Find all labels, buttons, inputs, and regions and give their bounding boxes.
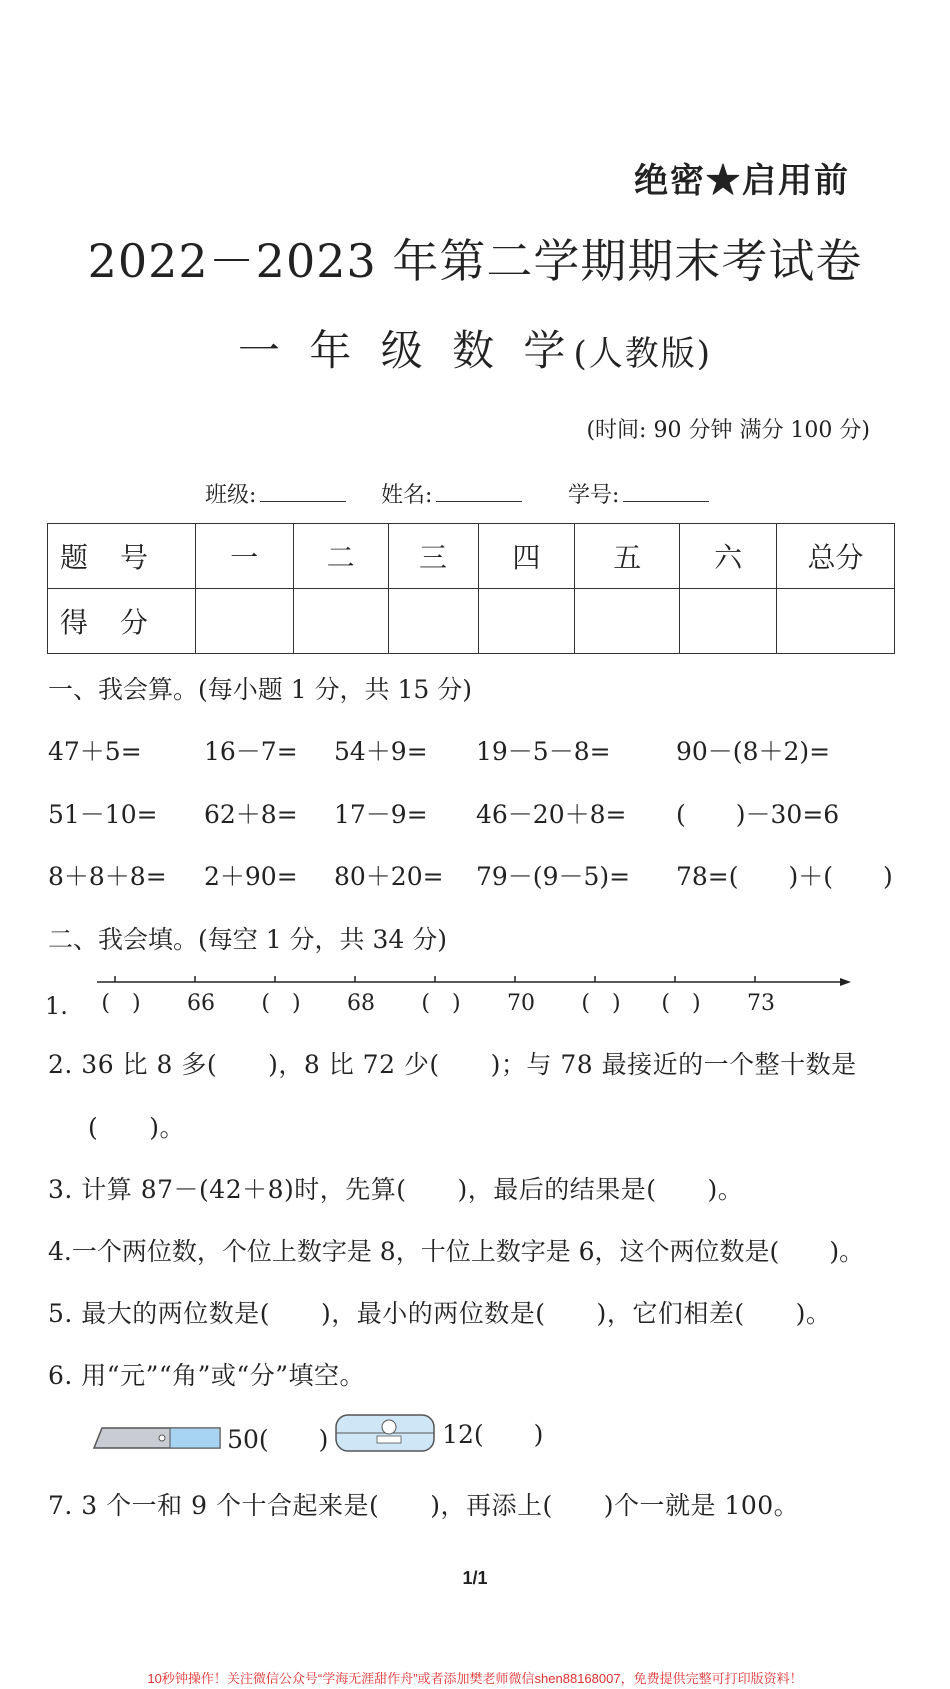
calc-item: 8＋8＋8= — [48, 862, 167, 891]
ticks — [115, 976, 755, 982]
number-line-label: 66 — [187, 991, 215, 1016]
calc-item: 16－7= — [204, 737, 298, 766]
exam-title: 2022－2023 年第二学期期末考试卷 — [87, 234, 863, 288]
calc-item: ( )－30=6 — [676, 800, 840, 829]
question-4: 4.一个两位数，个位上数字是 8，十位上数字是 6，这个两位数是( )。 — [48, 1237, 865, 1266]
q6-item2-text: 12( ) — [442, 1420, 544, 1449]
class-label: 班级: — [205, 483, 257, 508]
question-7: 7. 3 个一和 9 个十合起来是( )，再添上( )个一就是 100。 — [48, 1491, 800, 1520]
score-cell[interactable] — [195, 589, 293, 654]
number-line — [45, 970, 865, 1040]
calc-item: 2＋90= — [204, 862, 298, 891]
edition-label: (人教版) — [573, 334, 712, 374]
question-6: 6. 用“元”“角”或“分”填空。 — [48, 1361, 365, 1390]
row-header-number: 题 号 — [48, 524, 196, 589]
number-line-label: ( ) — [581, 991, 621, 1016]
column-header: 一 — [195, 524, 293, 589]
q6-item-ruler — [92, 1420, 328, 1456]
score-cell[interactable] — [777, 589, 895, 654]
score-cell[interactable] — [478, 589, 575, 654]
name-blank[interactable] — [436, 483, 522, 502]
q6-item1-text: 50( ) — [227, 1425, 329, 1454]
question-2-line1: 2. 36 比 8 多( )，8 比 72 少( )；与 78 最接近的一个整十数是 — [48, 1050, 857, 1079]
calc-item: 80＋20= — [334, 862, 444, 891]
class-field — [205, 478, 346, 509]
number-line-question — [45, 970, 865, 1044]
confidential-label: 绝密★启用前 — [634, 161, 850, 201]
grade-subject: 一 年 级 数 学 — [238, 326, 574, 375]
column-header: 六 — [680, 524, 777, 589]
calc-item: 79－(9－5)= — [476, 862, 631, 891]
score-cell[interactable] — [680, 589, 777, 654]
column-header: 二 — [293, 524, 388, 589]
number-line-label: ( ) — [261, 991, 301, 1016]
score-cell[interactable] — [293, 589, 388, 654]
calc-row — [48, 732, 908, 772]
score-cell[interactable] — [388, 589, 478, 654]
class-blank[interactable] — [260, 483, 346, 502]
table-row — [48, 524, 895, 589]
column-header: 四 — [478, 524, 575, 589]
number-line-label: 73 — [747, 991, 775, 1016]
number-line-label: 70 — [507, 991, 535, 1016]
calc-row — [48, 857, 908, 897]
column-header: 三 — [388, 524, 478, 589]
name-field — [381, 478, 522, 509]
id-blank[interactable] — [623, 483, 709, 502]
footer-note: 10秒钟操作！关注微信公众号“学海无涯甜作舟”或者添加樊老师微信shen88168007，免费提供完整可打印版资料！ — [147, 1671, 803, 1686]
calc-row — [48, 795, 908, 835]
calc-item: 51－10= — [48, 800, 158, 829]
number-line-label: 68 — [347, 991, 375, 1016]
section2-title: 二、我会填。(每空 1 分，共 34 分) — [48, 925, 448, 954]
calc-item: 62＋8= — [204, 800, 298, 829]
id-label: 学号: — [568, 483, 620, 508]
question-2-line2: ( )。 — [88, 1113, 186, 1142]
score-table — [47, 523, 895, 654]
number-line-label: ( ) — [421, 991, 461, 1016]
pencil-case-icon — [333, 1410, 437, 1456]
number-line-label: ( ) — [101, 991, 141, 1016]
score-cell[interactable] — [575, 589, 680, 654]
question-3: 3. 计算 87－(42＋8)时，先算( )，最后的结果是( )。 — [48, 1175, 744, 1204]
arrow-icon — [840, 978, 851, 986]
table-row — [48, 589, 895, 654]
id-field — [568, 478, 709, 509]
calc-item: 17－9= — [334, 800, 428, 829]
calc-item: 90－(8＋2)= — [676, 737, 831, 766]
exam-subtitle — [0, 318, 950, 378]
page-number: 1/1 — [462, 1568, 488, 1588]
calc-item: 47＋5= — [48, 737, 142, 766]
time-note: (时间: 90 分钟 满分 100 分) — [586, 418, 870, 443]
q6-item-pencil-case — [333, 1410, 543, 1456]
row-header-score: 得 分 — [48, 589, 196, 654]
calc-item: 54＋9= — [334, 737, 428, 766]
section1-title: 一、我会算。(每小题 1 分，共 15 分) — [48, 675, 473, 704]
calc-item: 46－20＋8= — [476, 800, 627, 829]
name-label: 姓名: — [381, 483, 433, 508]
column-header: 五 — [575, 524, 680, 589]
calc-item: 78=( )＋( ) — [676, 862, 893, 891]
column-header: 总分 — [777, 524, 895, 589]
ruler-icon — [92, 1420, 222, 1456]
calc-item: 19－5－8= — [476, 737, 611, 766]
number-line-label: ( ) — [661, 991, 701, 1016]
question-5: 5. 最大的两位数是( )，最小的两位数是( )，它们相差( )。 — [48, 1299, 832, 1328]
question-number: 1. — [45, 992, 68, 1020]
